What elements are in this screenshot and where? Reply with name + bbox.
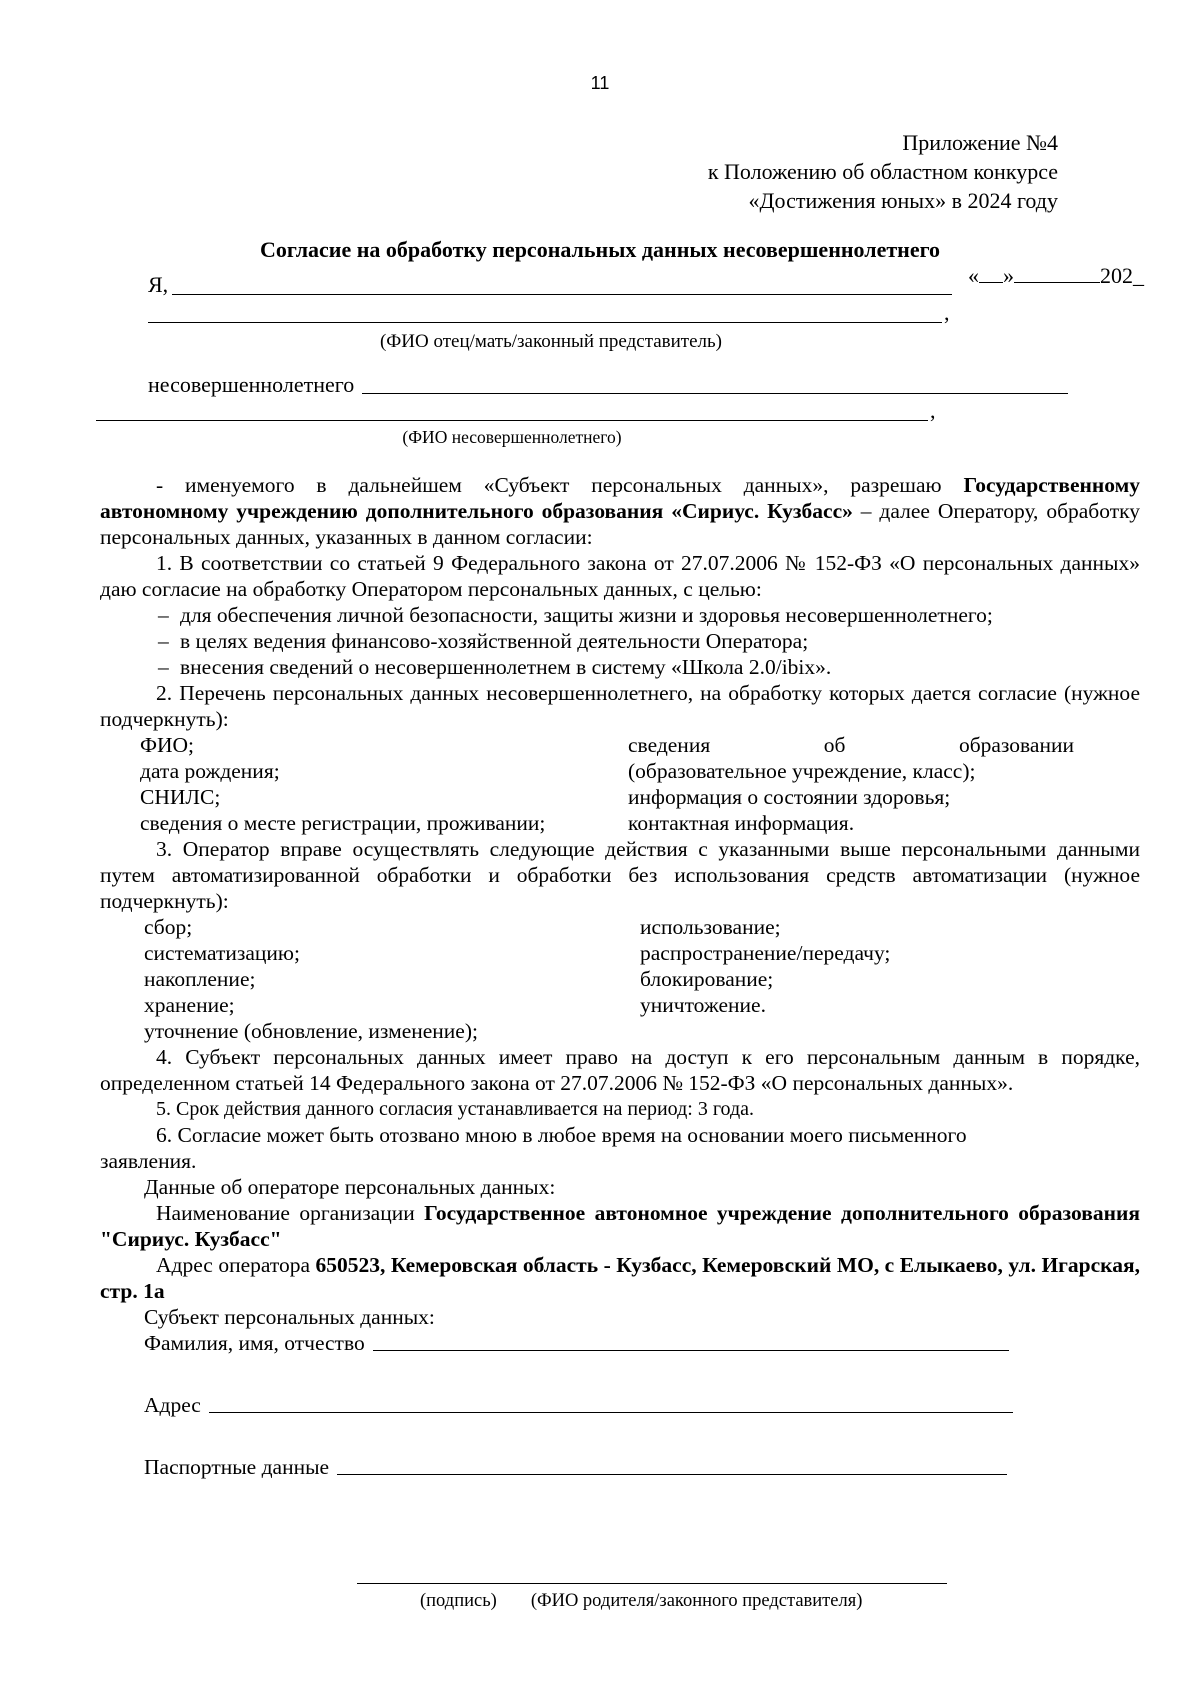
minor-name-line-2[interactable]: [96, 420, 928, 421]
paragraph-4: 4. Субъект персональных данных имеет право на доступ к его персональным данным в порядке, определенном статьей 14 Федерального закона от 27.07.2006 № 152-ФЗ «О персональных данных».: [100, 1045, 1140, 1095]
action-item[interactable]: сбор;: [144, 915, 193, 939]
purpose-item: – в целях ведения финансово-хозяйственной деятельности Оператора;: [158, 629, 809, 653]
parent-name-line-1[interactable]: [172, 294, 952, 295]
date-month-blank[interactable]: [1014, 262, 1100, 283]
signature-line[interactable]: [357, 1583, 947, 1584]
data-type-item[interactable]: (образовательное учреждение, класс);: [628, 759, 976, 783]
appendix-header: [708, 128, 1058, 215]
data-type-item[interactable]: сведения об образовании: [628, 733, 1074, 757]
action-item[interactable]: уничтожение.: [640, 993, 766, 1017]
data-type-item[interactable]: сведения о месте регистрации, проживании;: [140, 811, 546, 835]
subject-passport-label: Паспортные данные: [144, 1455, 330, 1479]
subject-fio-label: Фамилия, имя, отчество: [144, 1331, 365, 1355]
operator-name: Наименование организации Государственное автономное учреждение дополнительного образования "Сириус. Кузбасс": [100, 1201, 1140, 1251]
appendix-line: «Достижения юных» в 2024 году: [748, 188, 1058, 213]
data-types-list: [100, 732, 1140, 836]
signature-name-label: (ФИО родителя/законного представителя): [530, 1591, 863, 1611]
paragraph-2: 2. Перечень персональных данных несовершеннолетнего, на обработку которых дается согласие (нужное подчеркнуть):: [100, 681, 1140, 731]
data-type-item[interactable]: контактная информация.: [628, 811, 855, 835]
subject-address-field: [100, 1392, 1140, 1418]
subject-address-line[interactable]: [209, 1412, 1013, 1413]
parent-caption: (ФИО отец/мать/законный представитель): [379, 331, 723, 352]
date-year: 202_: [1100, 263, 1144, 288]
subject-passport-field: [100, 1454, 1140, 1480]
actions-list: [100, 914, 1140, 1018]
subject-heading: Субъект персональных данных:: [144, 1305, 435, 1329]
parent-name-line-2[interactable]: [148, 322, 942, 323]
operator-heading: Данные об операторе персональных данных:: [144, 1175, 556, 1199]
operator-name-bold: Государственному автономному учреждению дополнительного образования «Сириус. Кузбасс»: [100, 473, 1140, 523]
operator-address: Адрес оператора 650523, Кемеровская область - Кузбасс, Кемеровский МО, с Елыкаево, ул. Игарская, стр. 1а: [100, 1253, 1140, 1303]
document-body: [100, 472, 1140, 1480]
date-quote-open: «: [968, 263, 979, 288]
action-item[interactable]: использование;: [640, 915, 781, 939]
action-item[interactable]: хранение;: [144, 993, 235, 1017]
action-item[interactable]: распространение/передачу;: [640, 941, 891, 965]
intro-paragraph: - именуемого в дальнейшем «Субъект персональных данных», разрешаю Государственному автономному учреждению дополнительного образования «Сириус. Кузбасс» – далее Оператору, обработку персональных данных, указанных в данном согласии:: [100, 473, 1140, 549]
paragraph-5: 5. Срок действия данного согласия устанавливается на период: 3 года.: [156, 1098, 755, 1120]
action-item[interactable]: уточнение (обновление, изменение);: [144, 1019, 478, 1043]
paragraph-6: 6. Согласие может быть отозвано мною в любое время на основании моего письменного заявления.: [100, 1123, 967, 1173]
subject-address-label: Адрес: [144, 1393, 201, 1417]
appendix-line: Приложение №4: [902, 130, 1058, 155]
minor-caption: (ФИО несовершеннолетнего): [402, 427, 622, 447]
subject-fio-line[interactable]: [373, 1350, 1009, 1351]
page-number: 11: [590, 73, 610, 93]
parent-comma: ,: [944, 300, 950, 325]
purpose-item: – внесения сведений о несовершеннолетнем в систему «Школа 2.0/ibix».: [158, 655, 832, 679]
subject-passport-line[interactable]: [337, 1474, 1007, 1475]
paragraph-1: 1. В соответствии со статьей 9 Федерального закона от 27.07.2006 № 152-ФЗ «О персональных данных» даю согласие на обработку Оператором персональных данных, с целью:: [100, 551, 1140, 601]
data-type-item[interactable]: ФИО;: [140, 733, 195, 757]
parent-prefix: Я,: [148, 272, 169, 297]
data-type-item[interactable]: дата рождения;: [140, 759, 280, 783]
date-quote-close: »: [1003, 263, 1014, 288]
date-day-blank[interactable]: [979, 262, 1003, 283]
document-title: Согласие на обработку персональных данных несовершеннолетнего: [259, 237, 941, 262]
minor-name-line-1[interactable]: [362, 393, 1068, 394]
date-field: [968, 262, 1144, 289]
signature-label: (подпись): [420, 1591, 497, 1611]
minor-prefix: несовершеннолетнего: [148, 372, 355, 397]
action-item[interactable]: блокирование;: [640, 967, 774, 991]
action-item[interactable]: систематизацию;: [144, 941, 300, 965]
paragraph-3: 3. Оператор вправе осуществлять следующие действия с указанными выше персональными данными путем автоматизированной обработки и обработки без использования средств автоматизации (нужное подчеркнуть):: [100, 837, 1140, 913]
purpose-item: – для обеспечения личной безопасности, защиты жизни и здоровья несовершеннолетнего;: [158, 603, 993, 627]
signature-caption: [420, 1588, 896, 1614]
data-type-item[interactable]: информация о состоянии здоровья;: [628, 785, 951, 809]
appendix-line: к Положению об областном конкурсе: [707, 159, 1058, 184]
action-item[interactable]: накопление;: [144, 967, 256, 991]
subject-fio-field: [100, 1330, 1140, 1356]
minor-comma: ,: [930, 398, 936, 423]
data-type-item[interactable]: СНИЛС;: [140, 785, 221, 809]
